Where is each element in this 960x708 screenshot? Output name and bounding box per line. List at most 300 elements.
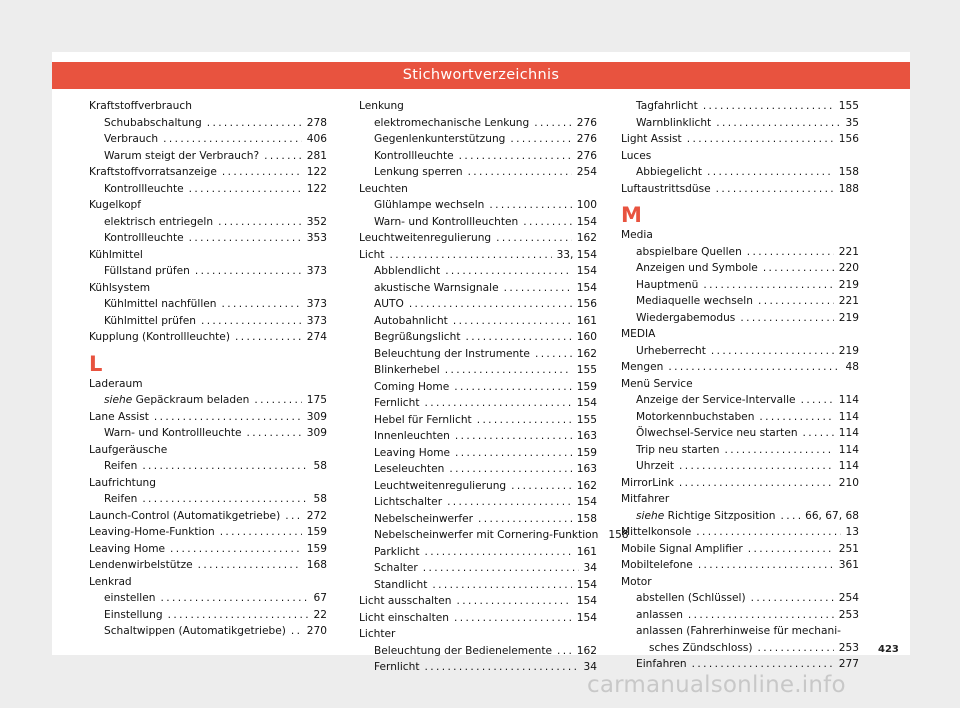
entry-term — [374, 329, 461, 346]
page-reference: 158 — [838, 166, 859, 178]
dot-leader — [160, 590, 308, 607]
entry-text: Fernlicht — [374, 661, 420, 673]
index-entry — [359, 230, 597, 247]
entry-term — [621, 181, 711, 198]
see-reference: siehe — [636, 509, 665, 522]
dot-leader — [535, 346, 572, 363]
page-reference: 35 — [845, 116, 859, 129]
page-reference: 162 — [576, 232, 597, 244]
page-reference: 154 — [576, 215, 597, 228]
index-entry — [359, 610, 597, 627]
entry-term — [636, 260, 758, 277]
entry-text: Warnblinklicht — [636, 116, 712, 129]
index-subentry — [359, 511, 597, 528]
dot-leader — [170, 541, 302, 558]
entry-text: Leaving-Home-Funktion — [89, 526, 215, 538]
entry-term — [89, 376, 143, 393]
entry-text: Kraftstoffvorratsanzeige — [89, 166, 217, 178]
index-subentry — [359, 544, 597, 561]
index-entry — [89, 197, 327, 214]
page-reference: 253 — [838, 641, 859, 654]
page-reference: 221 — [838, 245, 859, 258]
page-reference: 276 — [576, 133, 597, 145]
entry-text: elektrisch entriegeln — [104, 215, 214, 228]
entry-text: Motorkennbuchstaben — [636, 410, 755, 423]
dot-leader — [711, 343, 834, 360]
entry-text: MEDIA — [621, 328, 656, 340]
index-subentry — [359, 379, 597, 396]
dot-leader — [454, 610, 572, 627]
dot-leader — [445, 362, 572, 379]
entry-term — [636, 442, 720, 459]
index-subentry — [359, 527, 629, 544]
dot-leader — [222, 164, 302, 181]
entry-text: Autobahnlicht — [374, 314, 448, 327]
entry-term — [359, 98, 404, 115]
entry-text: Kühlsystem — [89, 281, 151, 294]
entry-text: einstellen — [104, 592, 156, 604]
entry-text: Lichtschalter — [374, 496, 443, 508]
page-reference: 122 — [306, 166, 327, 178]
page-reference: 58 — [313, 460, 327, 472]
entry-text: Kühlmittel prüfen — [104, 314, 196, 327]
page-header: Stichwortverzeichnis — [52, 62, 910, 89]
entry-text: Kupplung (Kontrollleuchte) — [89, 331, 230, 343]
index-entry — [89, 164, 327, 181]
watermark: carmanualsonline.info — [587, 672, 846, 698]
page-reference: 159 — [306, 542, 327, 555]
dot-leader — [758, 293, 834, 310]
entry-text: elektromechanische Lenkung — [374, 116, 530, 129]
page-reference: 155 — [576, 413, 597, 426]
entry-text: abstellen (Schlüssel) — [636, 592, 746, 604]
entry-text: Mediaquelle wechseln — [636, 295, 753, 307]
entry-term — [104, 214, 213, 231]
entry-term — [89, 442, 167, 459]
page-reference: 162 — [576, 644, 597, 657]
page-reference: 276 — [576, 116, 597, 129]
index-subentry — [89, 230, 327, 247]
entry-text: Laufgeräusche — [89, 443, 168, 456]
page-reference: 163 — [576, 430, 597, 442]
entry-text: AUTO — [374, 298, 404, 310]
dot-leader — [247, 425, 302, 442]
page-reference: 254 — [838, 592, 859, 604]
index-subentry — [621, 260, 859, 277]
entry-text: Mobiltelefone — [621, 559, 693, 571]
entry-term — [621, 326, 655, 343]
index-entry — [621, 359, 859, 376]
entry-text: sches Zündschloss) — [649, 641, 753, 654]
index-subentry — [89, 607, 327, 624]
index-subentry — [359, 329, 597, 346]
page-reference: 373 — [306, 298, 327, 310]
entry-term — [636, 607, 683, 624]
entry-text: akustische Warnsignale — [374, 281, 499, 294]
page-reference: 158 — [576, 512, 597, 525]
index-subentry — [359, 461, 597, 478]
dot-leader — [692, 656, 834, 673]
dot-leader — [425, 395, 572, 412]
dot-leader — [409, 296, 572, 313]
entry-text: Launch-Control (Automatikgetriebe) — [89, 509, 281, 522]
entry-text: Lenkung sperren — [374, 166, 463, 178]
dot-leader — [201, 313, 302, 330]
entry-term — [636, 343, 706, 360]
entry-text: Beleuchtung der Instrumente — [374, 347, 530, 360]
entry-text: Warum steigt der Verbrauch? — [104, 149, 260, 162]
index-subentry — [359, 659, 597, 676]
page-reference: 352 — [306, 215, 327, 228]
entry-text: Kraftstoffverbrauch — [89, 100, 192, 112]
entry-term — [636, 244, 742, 261]
index-column-2 — [359, 98, 629, 676]
index-subentry — [621, 277, 859, 294]
entry-text: Lendenwirbelstütze — [89, 559, 193, 571]
entry-term — [89, 557, 193, 574]
entry-term — [104, 491, 137, 508]
entry-term — [621, 557, 693, 574]
entry-term — [374, 577, 427, 594]
index-subentry — [621, 343, 859, 360]
dot-leader — [703, 98, 834, 115]
index-entry — [359, 98, 597, 115]
entry-text: Lenkrad — [89, 575, 132, 588]
dot-leader — [668, 359, 840, 376]
entry-text: Abblendlicht — [374, 265, 441, 277]
entry-text: Reifen — [104, 493, 138, 505]
entry-text: Kugelkopf — [89, 199, 142, 211]
entry-text: Standlicht — [374, 578, 428, 591]
entry-term — [104, 623, 286, 640]
index-subentry — [621, 590, 859, 607]
entry-text: Light Assist — [621, 133, 682, 145]
page-reference: 114 — [838, 443, 859, 456]
page-reference: 219 — [838, 344, 859, 357]
dot-leader — [557, 643, 572, 660]
page-reference: 156 — [838, 133, 859, 145]
page-reference: 161 — [576, 314, 597, 327]
index-entry — [621, 541, 859, 558]
dot-leader — [477, 412, 572, 429]
dot-leader — [189, 230, 302, 247]
entry-term — [621, 359, 663, 376]
entry-term — [104, 296, 217, 313]
dot-leader — [698, 557, 834, 574]
entry-text: Motor — [621, 575, 652, 588]
entry-text: Mobile Signal Amplifier — [621, 542, 743, 555]
index-subentry — [359, 346, 597, 363]
entry-term — [374, 313, 448, 330]
entry-term — [374, 214, 518, 231]
entry-text: Mittelkonsole — [621, 526, 692, 538]
dot-leader — [496, 230, 572, 247]
entry-term — [621, 524, 691, 541]
index-subentry — [621, 244, 859, 261]
page-number: 423 — [878, 644, 899, 655]
entry-term — [374, 511, 473, 528]
page-reference: 159 — [576, 446, 597, 459]
entry-term — [104, 607, 163, 624]
entry-term — [374, 412, 472, 429]
page-reference: 33, 154 — [556, 248, 597, 261]
entry-term — [359, 626, 395, 643]
entry-term — [104, 392, 249, 409]
entry-term — [636, 310, 735, 327]
index-column-1 — [89, 98, 327, 640]
entry-term — [621, 475, 674, 492]
entry-term — [89, 247, 143, 264]
dot-leader — [195, 263, 302, 280]
index-subentry — [359, 313, 597, 330]
index-subentry — [621, 293, 859, 310]
entry-text: Kontrollleuchte — [104, 182, 184, 195]
entry-term — [374, 379, 449, 396]
entry-text: Menü Service — [621, 377, 693, 390]
entry-text: Schalter — [374, 562, 418, 574]
entry-text: MirrorLink — [621, 476, 674, 489]
index-entry — [621, 148, 859, 165]
page-reference: 114 — [838, 410, 859, 423]
index-subentry — [89, 214, 327, 231]
index-entry — [621, 574, 859, 591]
entry-term — [636, 392, 796, 409]
index-subentry — [359, 280, 597, 297]
dot-leader — [740, 310, 833, 327]
dot-leader — [455, 428, 572, 445]
entry-text: Warn- und Kontrollleuchten — [374, 215, 519, 228]
index-subentry — [359, 577, 597, 594]
index-entry — [89, 524, 327, 541]
entry-text: Mitfahrer — [621, 493, 670, 505]
index-subentry — [359, 560, 597, 577]
entry-text: Reifen — [104, 460, 138, 472]
entry-text: Begrüßungslicht — [374, 331, 461, 343]
entry-term — [621, 491, 669, 508]
entry-text: Schaltwippen (Automatikgetriebe) — [104, 625, 286, 637]
entry-term — [636, 293, 753, 310]
page-reference: 188 — [838, 182, 859, 195]
dot-leader — [803, 425, 834, 442]
entry-text: Einstellung — [104, 608, 163, 621]
page-reference: 114 — [838, 427, 859, 439]
section-letter: M — [621, 203, 642, 227]
index-entry — [621, 326, 859, 343]
dot-leader — [453, 313, 572, 330]
entry-text: Kontrollleuchte — [104, 232, 184, 244]
entry-text: Verbrauch — [104, 133, 159, 145]
page-reference: 406 — [306, 133, 327, 145]
entry-text: Hauptmenü — [636, 278, 699, 291]
entry-text: Anzeige der Service-Intervalle — [636, 394, 796, 406]
dot-leader — [688, 607, 834, 624]
entry-term — [636, 164, 702, 181]
entry-text: Media — [621, 229, 653, 241]
entry-text: Einfahren — [636, 658, 687, 670]
index-subentry — [89, 131, 327, 148]
dot-leader — [445, 263, 572, 280]
dot-leader — [254, 392, 301, 409]
index-entry — [621, 227, 859, 244]
entry-term — [636, 277, 698, 294]
entry-text: Kühlmittel — [89, 248, 143, 261]
page-reference: 254 — [576, 166, 597, 178]
page-reference: 155 — [838, 100, 859, 112]
page-reference: 13 — [845, 526, 859, 538]
page-reference: 373 — [306, 314, 327, 327]
entry-term — [374, 296, 404, 313]
page-reference: 220 — [838, 262, 859, 274]
entry-text: Warn- und Kontrollleuchte — [104, 427, 242, 439]
page-reference: 154 — [576, 578, 597, 591]
page-reference: 22 — [313, 608, 327, 621]
entry-term — [104, 458, 137, 475]
dot-leader — [424, 544, 571, 561]
index-subentry — [359, 362, 597, 379]
index-subentry — [359, 478, 597, 495]
index-subentry — [359, 131, 597, 148]
entry-text: Tagfahrlicht — [636, 100, 698, 112]
entry-term — [89, 164, 217, 181]
dot-leader — [220, 524, 302, 541]
entry-term — [89, 98, 192, 115]
index-subentry — [621, 623, 859, 640]
index-subentry — [621, 607, 859, 624]
entry-term — [104, 425, 242, 442]
dot-leader — [534, 115, 572, 132]
entry-term — [89, 329, 230, 346]
index-subentry — [89, 425, 327, 442]
index-subentry — [621, 392, 859, 409]
index-entry — [359, 247, 597, 264]
entry-term — [636, 115, 711, 132]
page-reference: 163 — [576, 463, 597, 475]
dot-leader — [222, 296, 302, 313]
dot-leader — [432, 577, 571, 594]
entry-term — [374, 643, 552, 660]
dot-leader — [466, 329, 572, 346]
dot-leader — [455, 445, 572, 462]
dot-leader — [390, 247, 552, 264]
page-reference: 161 — [576, 545, 597, 558]
page-reference: 168 — [306, 559, 327, 571]
entry-text: Richtige Sitzposition — [667, 509, 776, 522]
index-subentry — [621, 640, 859, 657]
page-reference: 309 — [306, 427, 327, 439]
dot-leader — [781, 508, 801, 525]
dot-leader — [751, 590, 834, 607]
entry-term — [621, 574, 652, 591]
index-subentry — [89, 458, 327, 475]
index-entry — [89, 409, 327, 426]
entry-text: Luces — [621, 149, 652, 162]
index-subentry — [359, 115, 597, 132]
entry-text: Ölwechsel-Service neu starten — [636, 427, 798, 439]
entry-term — [621, 148, 651, 165]
entry-term — [374, 362, 440, 379]
entry-term — [636, 425, 798, 442]
entry-text: Mengen — [621, 361, 664, 373]
entry-term — [621, 376, 693, 393]
index-subentry — [359, 296, 597, 313]
entry-text: Blinkerhebel — [374, 364, 440, 376]
entry-text: Leuchtweitenregulierung — [359, 232, 492, 244]
page-reference: 253 — [838, 608, 859, 621]
entry-term — [374, 346, 530, 363]
index-column-3 — [621, 98, 859, 673]
index-subentry — [621, 508, 859, 525]
dot-leader — [154, 409, 302, 426]
entry-text: Füllstand prüfen — [104, 265, 190, 277]
entry-term — [89, 574, 132, 591]
entry-term — [374, 148, 454, 165]
index-subentry — [89, 313, 327, 330]
entry-text: Hebel für Fernlicht — [374, 413, 472, 426]
dot-leader — [504, 280, 572, 297]
index-subentry — [359, 643, 597, 660]
page-reference: 34 — [583, 661, 597, 673]
entry-term — [359, 247, 385, 264]
entry-term — [374, 544, 419, 561]
index-subentry — [621, 656, 859, 673]
entry-text: Licht einschalten — [359, 611, 449, 624]
entry-text: Leuchten — [359, 182, 408, 195]
entry-term — [374, 461, 444, 478]
entry-term — [374, 164, 463, 181]
page-reference: 159 — [576, 380, 597, 393]
entry-text: Anzeigen und Symbole — [636, 262, 758, 274]
index-entry — [621, 181, 859, 198]
page-reference: 162 — [576, 479, 597, 492]
index-subentry — [359, 412, 597, 429]
index-subentry — [621, 425, 859, 442]
entry-term — [374, 527, 598, 544]
index-entry — [89, 475, 327, 492]
dot-leader — [716, 115, 840, 132]
page-reference: 100 — [576, 199, 597, 211]
index-entry — [621, 524, 859, 541]
index-subentry — [359, 445, 597, 462]
index-subentry — [359, 214, 597, 231]
entry-text: anlassen — [636, 608, 683, 621]
index-subentry — [89, 115, 327, 132]
entry-term — [621, 541, 743, 558]
entry-term — [104, 590, 155, 607]
index-entry — [621, 475, 859, 492]
page-reference: 160 — [576, 331, 597, 343]
page-reference: 66, 67, 68 — [805, 509, 859, 522]
index-subentry — [89, 623, 327, 640]
dot-leader — [523, 214, 572, 231]
page-reference: 219 — [838, 311, 859, 324]
entry-text: Nebelscheinwerfer — [374, 512, 474, 525]
page-reference: 159 — [306, 526, 327, 538]
dot-leader — [189, 181, 302, 198]
page-reference: 175 — [306, 394, 327, 406]
index-entry — [359, 626, 597, 643]
entry-term — [104, 263, 190, 280]
entry-text: Leseleuchten — [374, 463, 445, 475]
entry-text: Leaving Home — [89, 542, 166, 555]
page-reference: 155 — [576, 364, 597, 376]
page-reference: 361 — [838, 559, 859, 571]
page-reference: 122 — [306, 182, 327, 195]
dot-leader — [758, 640, 834, 657]
page-reference: 154 — [576, 496, 597, 508]
entry-term — [374, 494, 442, 511]
dot-leader — [142, 458, 308, 475]
entry-text: Lichter — [359, 628, 396, 640]
